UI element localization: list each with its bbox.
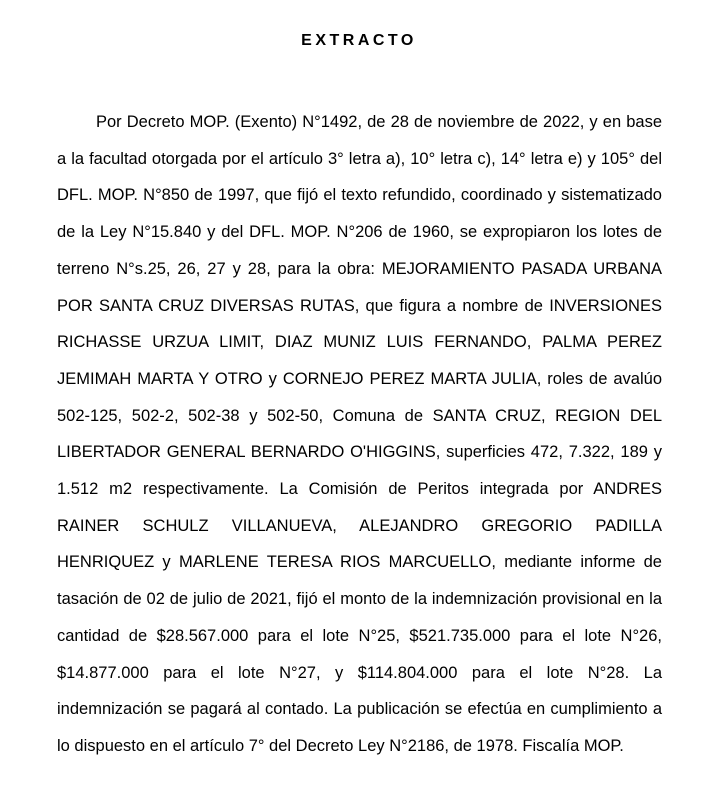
document-body-paragraph: Por Decreto MOP. (Exento) N°1492, de 28 de noviembre de 2022, y en base a la facultad otorgada por el artículo 3° letra a), 10° letra c), 14° letra e) y 105° del DFL. MOP. N°850 de 1997, que fijó el texto refundido, coordinado y sistematizado de la Ley N°15.840 y del DFL. MOP. N°206 de 1960, se expropiaron los lotes de terreno N°s.25, 26, 27 y 28, para la obra: MEJORAMIENTO PASADA URBANA POR SANTA CRUZ DIVERSAS RUTAS, que figura a nombre de INVERSIONES RICHASSE URZUA LIMIT, DIAZ MUNIZ LUIS FERNANDO, PALMA PEREZ JEMIMAH MARTA Y OTRO y CORNEJO PEREZ MARTA JULIA, roles de avalúo 502-125, 502-2, 502-38 y 502-50, Comuna de SANTA CRUZ, REGION DEL LIBERTADOR GENERAL BERNARDO O'HIGGINS, superficies 472, 7.322, 189 y 1.512 m2 respectivamente. La Comisión de Peritos integrada por ANDRES RAINER SCHULZ VILLANUEVA, ALEJANDRO GREGORIO PADILLA HENRIQUEZ y MARLENE TERESA RIOS MARCUELLO, mediante informe de tasación de 02 de julio de 2021, fijó el monto de la indemnización provisional en la cantidad de $28.567.000 para el lote N°25, $521.735.000 para el lote N°26, $14.877.000 para el lote N°27, y $114.804.000 para el lote N°28. La indemnización se pagará al contado. La publicación se efectúa en cumplimiento a lo dispuesto en el artículo 7° del Decreto Ley N°2186, de 1978. Fiscalía MOP. [57, 113, 662, 755]
document-title: EXTRACTO [301, 32, 417, 49]
